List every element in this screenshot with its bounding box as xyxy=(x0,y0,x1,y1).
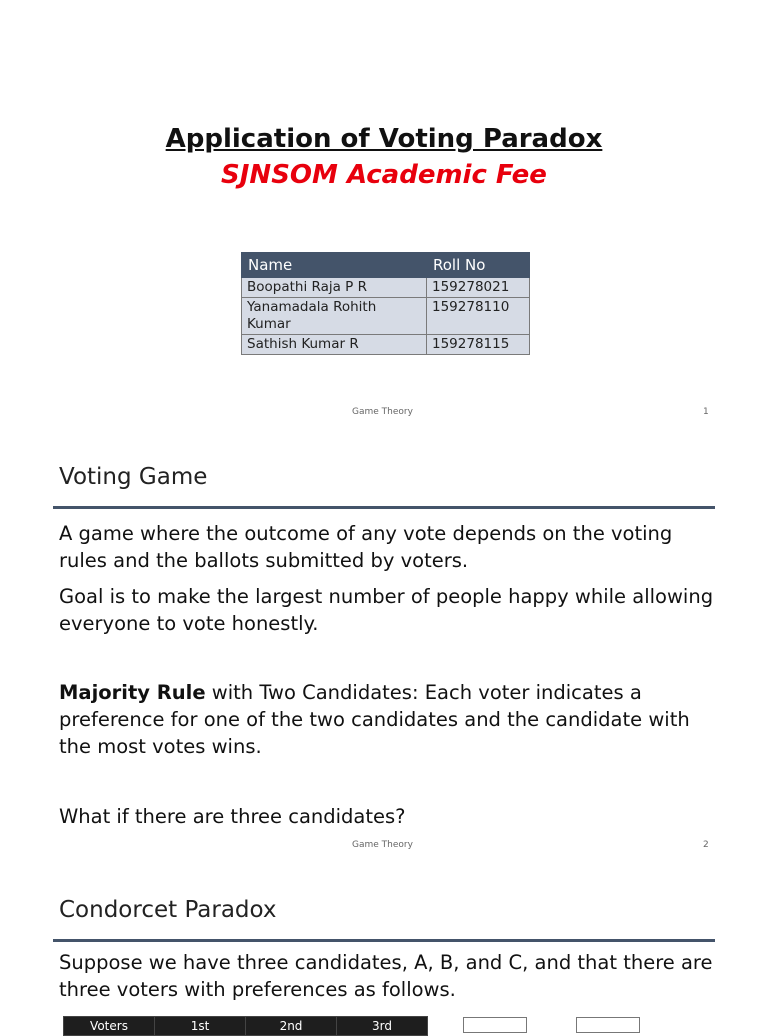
side-box-right xyxy=(576,1017,640,1033)
majority-rule-description: with Two Candidates: Each voter indicates a preference for one of the two candidates and the candidate with the most votes wins. xyxy=(59,681,690,758)
slide3-heading: Condorcet Paradox xyxy=(59,897,277,923)
side-box-left xyxy=(463,1017,527,1033)
cell-roll-no: 159278021 xyxy=(427,278,530,298)
preferences-table xyxy=(63,1016,428,1036)
slide2-footer: Game Theory xyxy=(352,840,413,850)
slide2-heading: Voting Game xyxy=(59,464,208,490)
cell-name: Yanamadala Rohith Kumar xyxy=(242,298,427,335)
table-row xyxy=(242,298,530,335)
team-table-header xyxy=(242,253,530,278)
header-1st: 1st xyxy=(155,1017,246,1036)
slide1-title: Application of Voting Paradox xyxy=(165,124,603,154)
header-name: Name xyxy=(242,253,427,278)
team-table xyxy=(241,252,530,355)
table-row xyxy=(242,278,530,298)
slide2-divider xyxy=(53,506,715,509)
cell-name: Boopathi Raja P R xyxy=(242,278,427,298)
slide3-paragraph-1: Suppose we have three candidates, A, B, and C, and that there are three voters with preferences as follows. xyxy=(59,951,713,1001)
header-2nd: 2nd xyxy=(246,1017,337,1036)
slide1-subtitle: SJNSOM Academic Fee xyxy=(221,160,547,190)
slide3-divider xyxy=(53,939,715,942)
slide1-page-number: 1 xyxy=(703,407,709,417)
cell-roll-no: 159278115 xyxy=(427,335,530,355)
majority-rule-term: Majority Rule xyxy=(59,681,206,704)
slide2-paragraph-2: Goal is to make the largest number of people happy while allowing everyone to vote honestly. xyxy=(59,585,714,635)
slide2-paragraph-4: What if there are three candidates? xyxy=(59,805,406,828)
header-3rd: 3rd xyxy=(337,1017,428,1036)
slide2-page-number: 2 xyxy=(703,840,709,850)
slide2-paragraph-1: A game where the outcome of any vote depends on the voting rules and the ballots submitted by voters. xyxy=(59,522,673,572)
cell-name: Sathish Kumar R xyxy=(242,335,427,355)
slide2-paragraph-3 xyxy=(59,679,719,760)
cell-roll-no: 159278110 xyxy=(427,298,530,335)
header-roll-no: Roll No xyxy=(427,253,530,278)
header-voters: Voters xyxy=(64,1017,155,1036)
table-row xyxy=(242,335,530,355)
slide1-footer: Game Theory xyxy=(352,407,413,417)
preferences-table-header xyxy=(64,1017,428,1036)
